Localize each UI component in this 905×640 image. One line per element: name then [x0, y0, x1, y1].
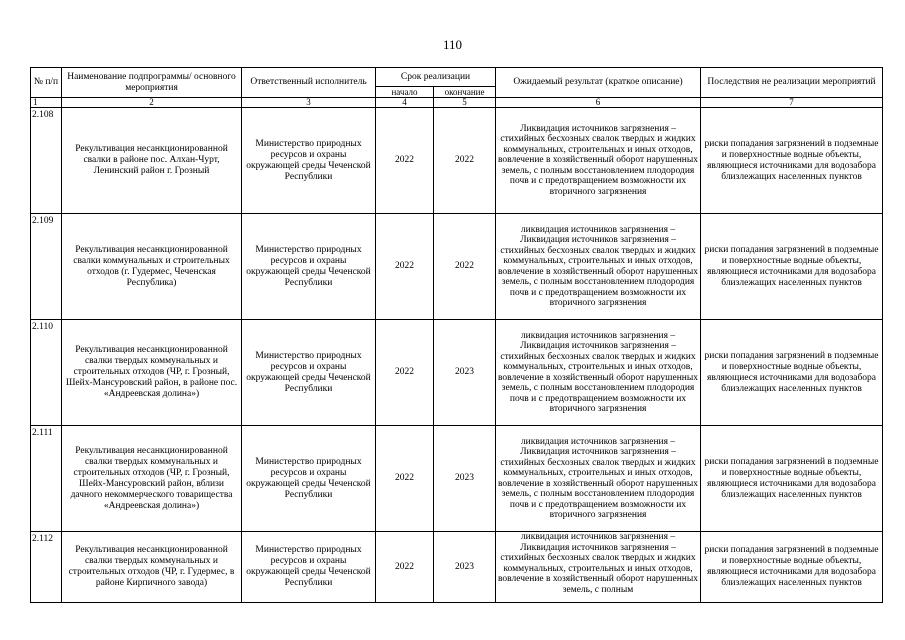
row-result: ликвидация источников загрязнения – Ликвидация источников загрязнения – стихийных бесхозных свалок твердых и жидких коммунальных, строительных и иных отходов, вовлечение в хозяйственный оборот нарушенных земель, с полным восстановлением плодородия почв и с предотвращением возможности их вторичного загрязнения [496, 320, 701, 426]
row-executor: Министерство природных ресурсов и охраны окружающей среды Чеченской Республики [242, 214, 376, 320]
row-consequences: риски попадания загрязнений в подземные и поверхностные водные объекты, являющиеся источниками для водозабора близлежащих населенных пунктов [701, 108, 883, 214]
header-period: Срок реализации [376, 68, 496, 87]
col-number: 1 [31, 98, 62, 108]
row-result: ликвидация источников загрязнения – Ликвидация источников загрязнения – стихийных бесхозных свалок твердых и жидких коммунальных, строительных и иных отходов, вовлечение в хозяйственный оборот нарушенных земель, с полным восстановлением плодородия почв и с предотвращением возможности их вторичного загрязнения [496, 426, 701, 532]
col-number: 7 [701, 98, 883, 108]
row-executor: Министерство природных ресурсов и охраны окружающей среды Чеченской Республики [242, 108, 376, 214]
page-number: 110 [442, 37, 463, 52]
col-number: 6 [496, 98, 701, 108]
row-consequences: риски попадания загрязнений в подземные и поверхностные водные объекты, являющиеся источниками для водозабора близлежащих населенных пунктов [701, 320, 883, 426]
row-id: 2.109 [31, 214, 62, 320]
row-consequences: риски попадания загрязнений в подземные и поверхностные водные объекты, являющиеся источниками для водозабора близлежащих населенных пунктов [701, 532, 883, 603]
row-start-year: 2022 [376, 320, 434, 426]
row-result: Ликвидация источников загрязнения – стихийных бесхозных свалок твердых и жидких коммунальных, строительных и иных отходов, вовлечение в хозяйственный оборот нарушенных земель, с полным восстановлением плодородия почв и с предотвращением возможности их вторичного загрязнения [496, 108, 701, 214]
header-name: Наименование подпрограммы/ основного мероприятия [62, 68, 242, 98]
header-end: окончание [434, 87, 496, 98]
row-id: 2.112 [31, 532, 62, 603]
row-name: Рекультивация несанкционированной свалки твердых коммунальных и строительных отходов (ЧР, г. Гудермес, в районе Кирпичного завода) [62, 532, 242, 603]
row-name: Рекультивация несанкционированной свалки твердых коммунальных и строительных отходов (ЧР, г. Грозный, Шейх-Мансуровский район, в районе пос. «Андреевская долина») [62, 320, 242, 426]
row-id: 2.108 [31, 108, 62, 214]
row-executor: Министерство природных ресурсов и охраны окружающей среды Чеченской Республики [242, 320, 376, 426]
row-id: 2.111 [31, 426, 62, 532]
col-number: 5 [434, 98, 496, 108]
row-consequences: риски попадания загрязнений в подземные и поверхностные водные объекты, являющиеся источниками для водозабора близлежащих населенных пунктов [701, 426, 883, 532]
row-start-year: 2022 [376, 214, 434, 320]
row-name: Рекультивация несанкционированной свалки твердых коммунальных и строительных отходов (ЧР, г. Грозный, Шейх-Мансуровский район, вблизи дачного некоммерческого товарищества «Андреевская долина») [62, 426, 242, 532]
row-id: 2.110 [31, 320, 62, 426]
table-row [31, 108, 883, 214]
col-number: 2 [62, 98, 242, 108]
table-row [31, 320, 883, 426]
row-start-year: 2022 [376, 108, 434, 214]
measures-table [30, 67, 883, 603]
row-name: Рекультивация несанкционированной свалки коммунальных и строительных отходов (г. Гудермес, Чеченская Республика) [62, 214, 242, 320]
header-executor: Ответственный исполнитель [242, 68, 376, 98]
table-row [31, 532, 883, 603]
header-consequences: Последствия не реализации мероприятий [701, 68, 883, 98]
row-start-year: 2022 [376, 532, 434, 603]
row-name: Рекультивация несанкционированной свалки в районе пос. Алхан-Чурт, Ленинский район г. Грозный [62, 108, 242, 214]
header-start: начало [376, 87, 434, 98]
row-end-year: 2022 [434, 108, 496, 214]
col-number: 4 [376, 98, 434, 108]
column-numbers-row [31, 98, 883, 108]
row-result: ликвидация источников загрязнения – Ликвидация источников загрязнения – стихийных бесхозных свалок твердых и жидких коммунальных, строительных и иных отходов, вовлечение в хозяйственный оборот нарушенных земель, с полным [496, 532, 701, 603]
table-row [31, 426, 883, 532]
row-end-year: 2022 [434, 214, 496, 320]
header-num: № п/п [31, 68, 62, 98]
row-executor: Министерство природных ресурсов и охраны окружающей среды Чеченской Республики [242, 426, 376, 532]
table-row [31, 214, 883, 320]
row-end-year: 2023 [434, 320, 496, 426]
row-end-year: 2023 [434, 532, 496, 603]
header-result: Ожидаемый результат (краткое описание) [496, 68, 701, 98]
row-end-year: 2023 [434, 426, 496, 532]
row-result: ликвидация источников загрязнения – Ликвидация источников загрязнения – стихийных бесхозных свалок твердых и жидких коммунальных, строительных и иных отходов, вовлечение в хозяйственный оборот нарушенных земель, с полным восстановлением плодородия почв и с предотвращением возможности их вторичного загрязнения [496, 214, 701, 320]
col-number: 3 [242, 98, 376, 108]
row-consequences: риски попадания загрязнений в подземные и поверхностные водные объекты, являющиеся источниками для водозабора близлежащих населенных пунктов [701, 214, 883, 320]
row-executor: Министерство природных ресурсов и охраны окружающей среды Чеченской Республики [242, 532, 376, 603]
row-start-year: 2022 [376, 426, 434, 532]
